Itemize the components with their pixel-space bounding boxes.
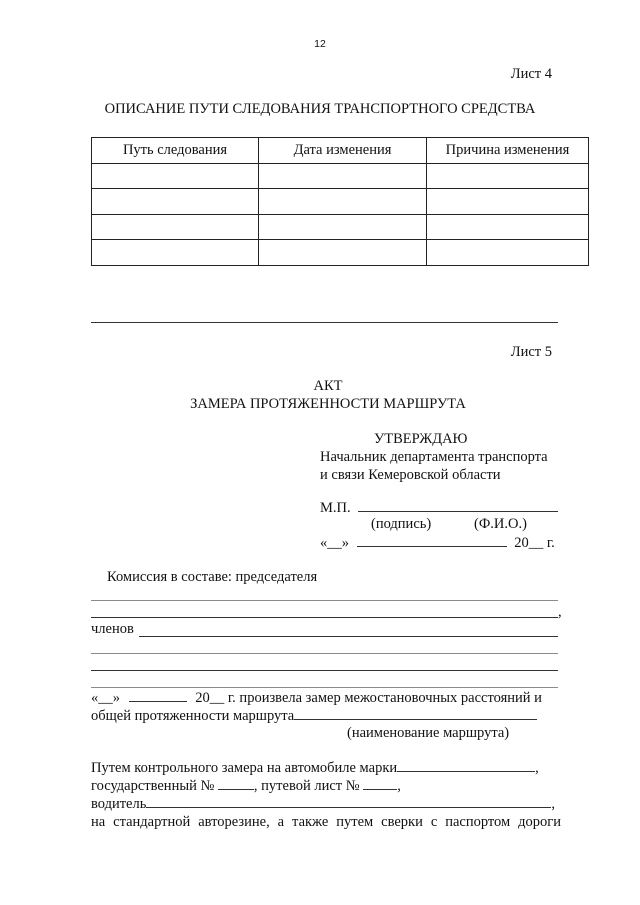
commission-intro: Комиссия в составе: председателя: [107, 569, 318, 585]
approve-date-day: «__»: [320, 535, 349, 551]
act-subtitle: ЗАМЕРА ПРОТЯЖЕННОСТИ МАРШРУТА: [190, 396, 466, 412]
signature-caption: (подпись): [371, 516, 432, 532]
page-number: 12: [314, 38, 326, 50]
table-row: [92, 214, 589, 240]
driver-field[interactable]: [146, 806, 551, 808]
approve-heading: УТВЕРЖДАЮ: [374, 431, 468, 447]
act-title: АКТ: [313, 378, 343, 394]
chairman-line-2[interactable]: [91, 617, 558, 618]
signature-field[interactable]: [358, 510, 558, 512]
table-header-row: [92, 138, 589, 164]
control-line-1: [91, 760, 539, 777]
approve-position-line2: и связи Кемеровской области: [320, 467, 501, 483]
car-brand-field[interactable]: [397, 770, 535, 772]
stamp-label: М.П.: [320, 500, 351, 516]
table-cell: [259, 214, 427, 240]
approve-position-line1: Начальник департамента транспорта: [320, 449, 548, 465]
route-name-field[interactable]: [294, 718, 537, 720]
waybill-number-field[interactable]: [363, 788, 397, 790]
control-line-4: на стандартной авторезине, а также путем сверки с паспортом дороги: [91, 814, 561, 830]
route-table: [91, 137, 589, 266]
sheet-4-title: ОПИСАНИЕ ПУТИ СЛЕДОВАНИЯ ТРАНСПОРТНОГО СРЕДСТВА: [104, 101, 536, 117]
fio-caption: (Ф.И.О.): [474, 516, 527, 532]
table-cell: [427, 189, 589, 215]
control-comma-3: ,: [551, 796, 555, 812]
table-cell: [92, 214, 259, 240]
members-line-4[interactable]: [91, 687, 558, 688]
control-comma-2: ,: [397, 778, 401, 794]
members-line-1[interactable]: [139, 636, 558, 637]
members-line-2[interactable]: [91, 653, 558, 654]
section-divider: [91, 322, 558, 323]
driver-label: водитель: [91, 796, 147, 812]
measure-line-1: [91, 690, 542, 707]
table-cell: [92, 163, 259, 189]
table-cell: [259, 189, 427, 215]
header-route: Путь следования: [92, 138, 259, 164]
table-cell: [92, 189, 259, 215]
stamp-line: [320, 500, 558, 517]
waybill-label: , путевой лист №: [253, 778, 360, 794]
control-text-1: Путем контрольного замера на автомобиле марки: [91, 760, 398, 776]
table-row: [92, 163, 589, 189]
control-line-2: [91, 778, 401, 795]
measure-date-day: «__»: [91, 690, 120, 706]
header-change-reason: Причина изменения: [427, 138, 589, 164]
table-cell: [427, 240, 589, 266]
approve-date-line: [320, 535, 555, 552]
route-name-caption: (наименование маршрута): [347, 725, 510, 741]
sheet-4-label: Лист 4: [510, 66, 552, 82]
table-row: [92, 240, 589, 266]
table-cell: [259, 163, 427, 189]
approve-date-month-field[interactable]: [357, 545, 507, 547]
chairman-comma: ,: [558, 604, 562, 620]
measure-text-2: общей протяженности маршрута: [91, 708, 295, 724]
measure-date-year: 20__: [195, 690, 225, 706]
approve-date-year: 20__ г.: [514, 535, 555, 551]
measure-date-month-field[interactable]: [129, 700, 187, 702]
members-line-3[interactable]: [91, 670, 558, 671]
sheet-5-label: Лист 5: [510, 344, 552, 360]
table-cell: [92, 240, 259, 266]
control-line-3: [91, 796, 555, 813]
table-cell: [259, 240, 427, 266]
measure-text-1: г. произвела замер межостановочных расстояний и: [227, 690, 542, 706]
table-cell: [427, 163, 589, 189]
members-label: членов: [91, 621, 134, 637]
chairman-line-1[interactable]: [91, 600, 558, 601]
control-comma-1: ,: [535, 760, 539, 776]
header-change-date: Дата изменения: [259, 138, 427, 164]
table-cell: [427, 214, 589, 240]
table-row: [92, 189, 589, 215]
state-number-field[interactable]: [218, 788, 254, 790]
state-number-label: государственный №: [91, 778, 215, 794]
measure-line-2: [91, 708, 537, 725]
